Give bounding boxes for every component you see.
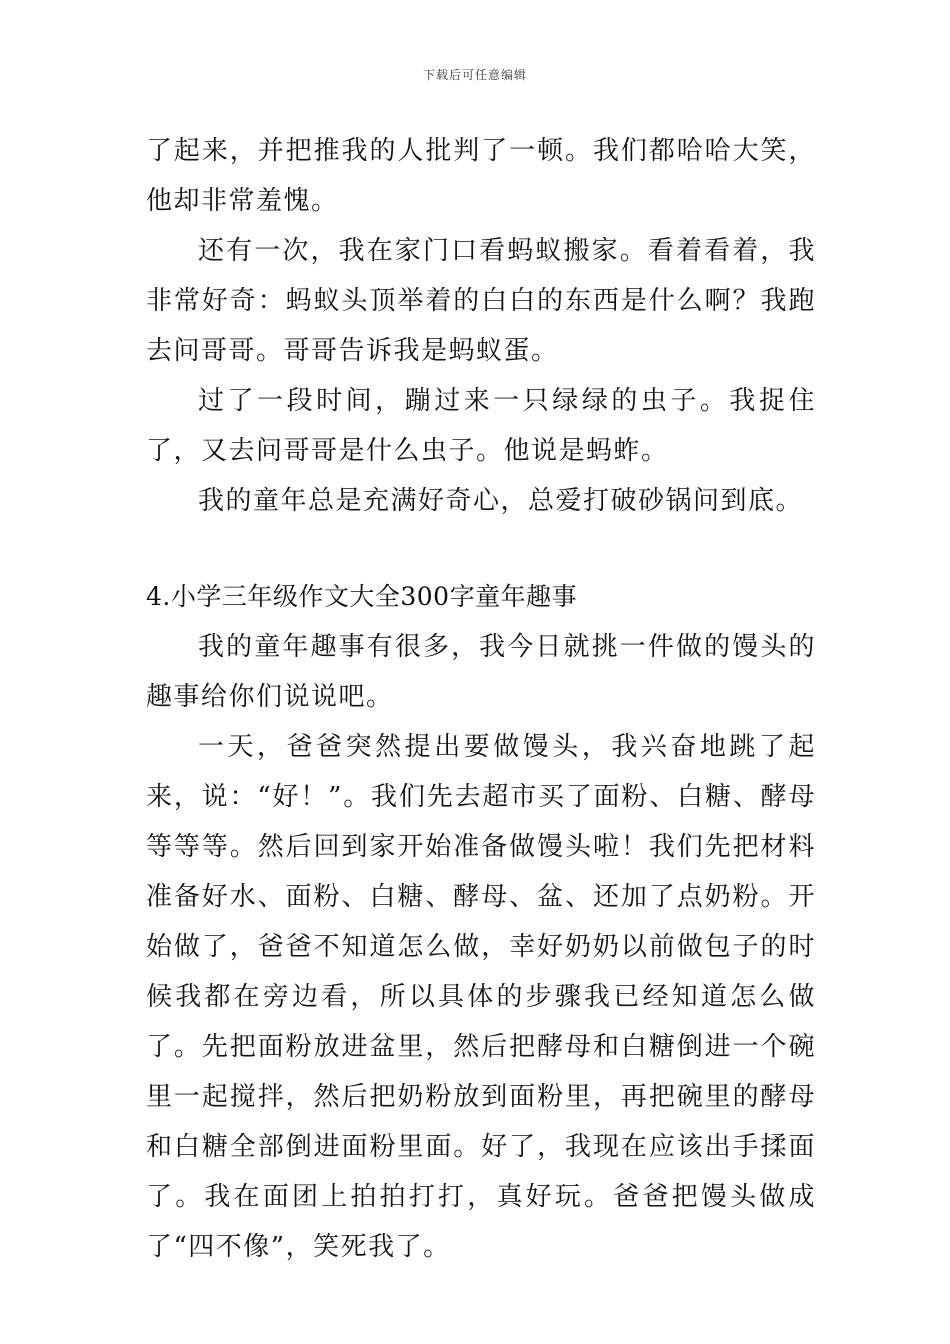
section-heading: 4.小学三年级作文大全300字童年趣事 bbox=[146, 582, 578, 611]
paragraph-conclusion: 我的童年总是充满好奇心，总爱打破砂锅问到底。 bbox=[198, 486, 804, 516]
paragraph-intro: 我的童年趣事有很多，我今日就挑一件做的馒头的趣事给你们说说吧。 bbox=[146, 632, 816, 712]
header-note: 下载后可任意编辑 bbox=[422, 68, 527, 82]
section-gap bbox=[146, 526, 816, 572]
paragraph-ants: 还有一次，我在家门口看蚂蚁搬家。看着看着，我非常好奇：蚂蚁头顶举着的白白的东西是什么啊？我跑去问哥哥。哥哥告诉我是蚂蚁蛋。 bbox=[146, 236, 816, 366]
paragraph-continuation: 了起来，并把推我的人批判了一顿。我们都哈哈大笑，他却非常羞愧。 bbox=[146, 136, 816, 216]
paragraph-grasshopper: 过了一段时间，蹦过来一只绿绿的虫子。我捉住了，又去问哥哥是什么虫子。他说是蚂蚱。 bbox=[146, 386, 816, 466]
document-body bbox=[146, 126, 816, 1272]
paragraph-steamed-buns: 一天，爸爸突然提出要做馒头，我兴奋地跳了起来，说：“好！”。我们先去超市买了面粉、白糖、酵母等等等。然后回到家开始准备做馒头啦！我们先把材料准备好水、面粉、白糖、酵母、盆、还加了点奶粉。开始做了，爸爸不知道怎么做，幸好奶奶以前做包子的时候我都在旁边看，所以具体的步骤我已经知道怎么做了。先把面粉放进盆里，然后把酵母和白糖倒进一个碗里一起搅拌，然后把奶粉放到面粉里，再把碗里的酵母和白糖全部倒进面粉里面。好了，我现在应该出手揉面了。我在面团上拍拍打打，真好玩。爸爸把馒头做成了“四不像”，笑死我了。 bbox=[146, 732, 816, 1262]
